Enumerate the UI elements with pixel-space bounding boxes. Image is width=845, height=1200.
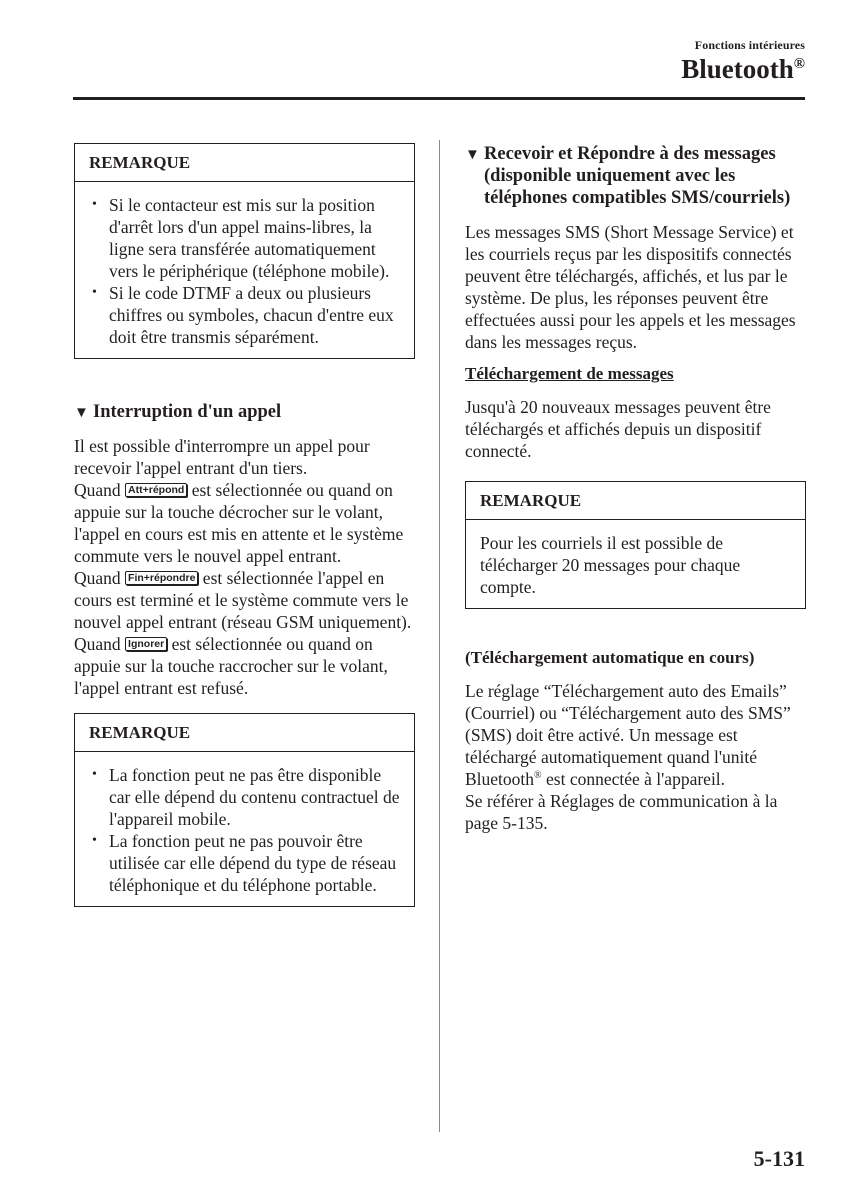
note-body	[466, 520, 805, 608]
left-column	[74, 143, 415, 907]
note-text: Pour les courriels il est possible de télécharger 20 messages pour chaque compte.	[480, 533, 741, 597]
hold-answer-button-label: Att+répond	[125, 483, 187, 497]
subheading: Téléchargement de messages	[465, 364, 674, 383]
paragraph: Jusqu'à 20 nouveaux messages peuvent être téléchargés et affichés depuis un dispositif connecté.	[465, 397, 771, 461]
right-column	[465, 143, 806, 834]
paragraph: Quand Fin+répondre est sélectionnée l'appel en cours est terminé et le système commute vers le nouvel appel entrant (réseau GSM uniquement).	[74, 568, 412, 632]
paragraph: Quand Att+répond est sélectionnée ou quand on appuie sur la touche décrocher sur le volant, l'appel en cours est mis en attente et le système commute vers le nouvel appel entrant.	[74, 480, 404, 566]
ignore-button-label: Ignorer	[125, 637, 167, 651]
header-rule	[73, 97, 805, 100]
section-heading: ▼ Interruption d'un appel	[74, 402, 282, 422]
note-item: • Si le contacteur est mis sur la position d'arrêt lors d'un appel mains-libres, la ligne sera transférée automatiquement vers le périphérique (téléphone mobile).	[89, 194, 400, 282]
note-box	[74, 143, 415, 359]
note-item: • La fonction peut ne pas pouvoir être utilisée car elle dépend du type de réseau téléphonique et du téléphone portable.	[89, 830, 400, 896]
paragraph: Quand Ignorer est sélectionnée ou quand on appuie sur la touche raccrocher sur le volant, l'appel entrant est refusé.	[74, 634, 388, 698]
paragraph: Les messages SMS (Short Message Service) et les courriels reçus par les dispositifs connectés peuvent être téléchargés, affichés, et lus par le système. De plus, les réponses peuvent être effectuées aussi pour les appels et les messages dans les messages reçus.	[465, 222, 796, 352]
note-title: REMARQUE	[75, 714, 414, 752]
note-body	[75, 752, 414, 906]
cross-reference: Se référer à Réglages de communication à la page 5-135.	[465, 791, 778, 833]
section-name: Fonctions intérieures	[694, 38, 805, 52]
triangle-marker-icon: ▼	[74, 405, 89, 421]
column-divider	[439, 140, 440, 1132]
note-item: • La fonction peut ne pas être disponible car elle dépend du contenu contractuel de l'appareil mobile.	[89, 764, 400, 830]
note-box	[465, 481, 806, 609]
subheading: (Téléchargement automatique en cours)	[465, 648, 755, 667]
note-body	[75, 182, 414, 358]
page-number: 5-131	[753, 1146, 805, 1171]
note-title: REMARQUE	[466, 482, 805, 520]
section-heading: ▼ Recevoir et Répondre à des messages (disponible uniquement avec les téléphones compatibles SMS/courriels)	[465, 144, 791, 208]
page-title: Bluetooth®	[681, 54, 805, 84]
paragraph: Le réglage “Téléchargement auto des Emails” (Courriel) ou “Téléchargement auto des SMS” (SMS) doit être activé. Un message est téléchargé automatiquement quand l'unité Bluetooth® est connectée à l'appareil.	[465, 681, 791, 789]
note-box	[74, 713, 415, 907]
note-title: REMARQUE	[75, 144, 414, 182]
paragraph: Il est possible d'interrompre un appel pour recevoir l'appel entrant d'un tiers.	[74, 436, 370, 478]
triangle-marker-icon: ▼	[465, 147, 480, 163]
end-answer-button-label: Fin+répondre	[125, 571, 198, 585]
note-item: • Si le code DTMF a deux ou plusieurs chiffres ou symboles, chacun d'entre eux doit être transmis séparément.	[89, 282, 400, 348]
